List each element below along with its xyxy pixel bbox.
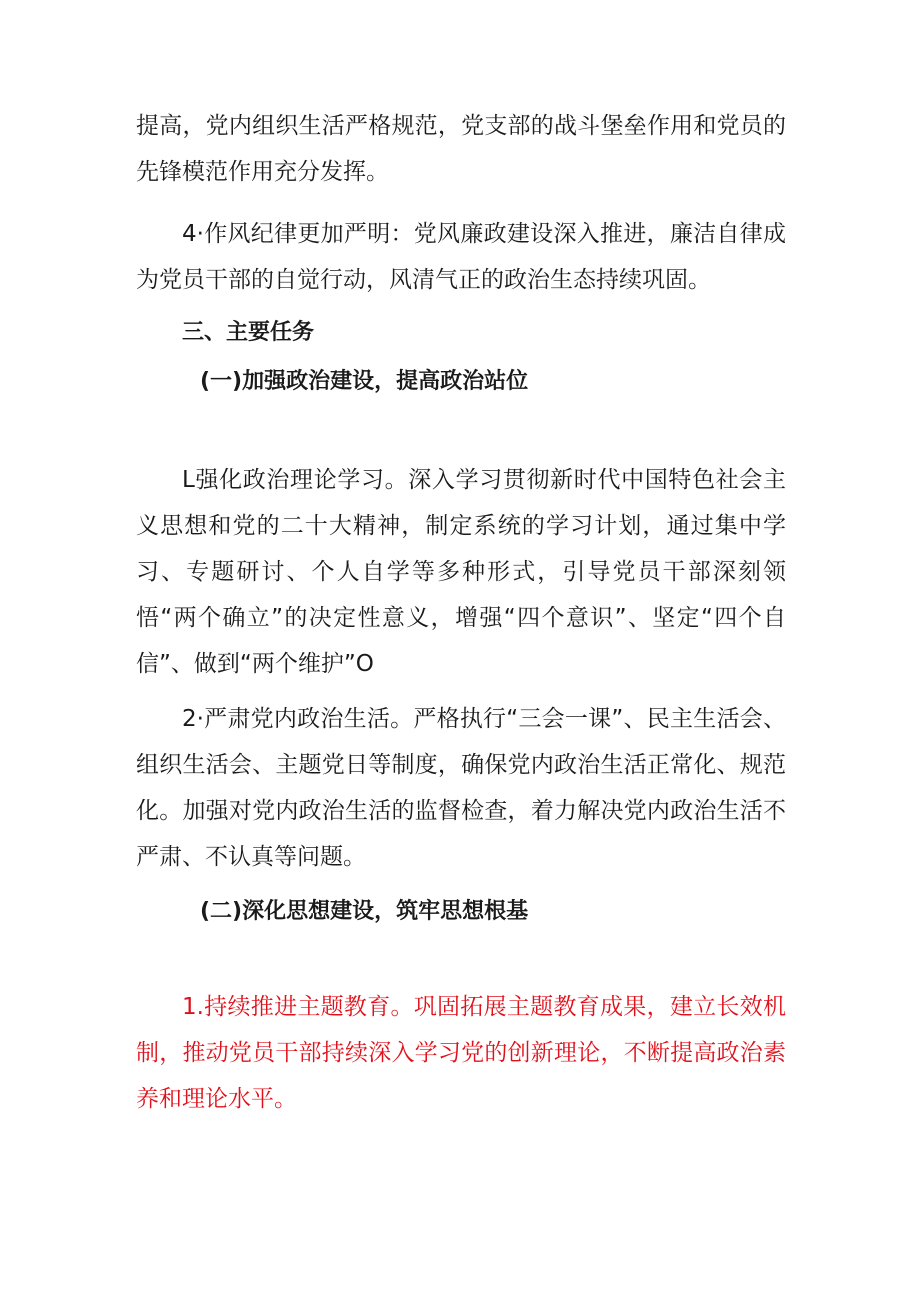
paragraph-item-4: 4·作风纪律更加严明：党风廉政建设深入推进，廉洁自律成为党员干部的自觉行动，风清气正的政治生态持续巩固。 bbox=[136, 221, 786, 293]
paragraph-sub2-item-1: 1.持续推进主题教育。巩固拓展主题教育成果，建立长效机制，推动党员干部持续深入学习党的创新理论，不断提高政治素养和理论水平。 bbox=[136, 994, 786, 1112]
paragraph-sub1-item-1: L强化政治理论学习。深入学习贯彻新时代中国特色社会主义思想和党的二十大精神，制定系统的学习计划，通过集中学习、专题研讨、个人自学等多种形式，引导党员干部深刻领悟“两个确立”的决定性意义，增强“四个意识”、坚定“四个自信”、做到“两个维护”O bbox=[136, 467, 786, 677]
section-heading: 三、主要任务 bbox=[182, 320, 315, 345]
paragraph-sub1-item-2: 2·严肃党内政治生活。严格执行“三会一课”、民主生活会、组织生活会、主题党日等制度，确保党内政治生活正常化、规范化。加强对党内政治生活的监督检查，着力解决党内政治生活不严肃、不认真等问题。 bbox=[136, 706, 786, 870]
subsection-heading-1: (一)加强政治建设，提高政治站位 bbox=[200, 369, 529, 394]
subsection-heading-2: (二)深化思想建设，筑牢思想根基 bbox=[200, 899, 529, 924]
paragraph-continuation: 提高，党内组织生活严格规范，党支部的战斗堡垒作用和党员的先锋模范作用充分发挥。 bbox=[136, 113, 786, 185]
